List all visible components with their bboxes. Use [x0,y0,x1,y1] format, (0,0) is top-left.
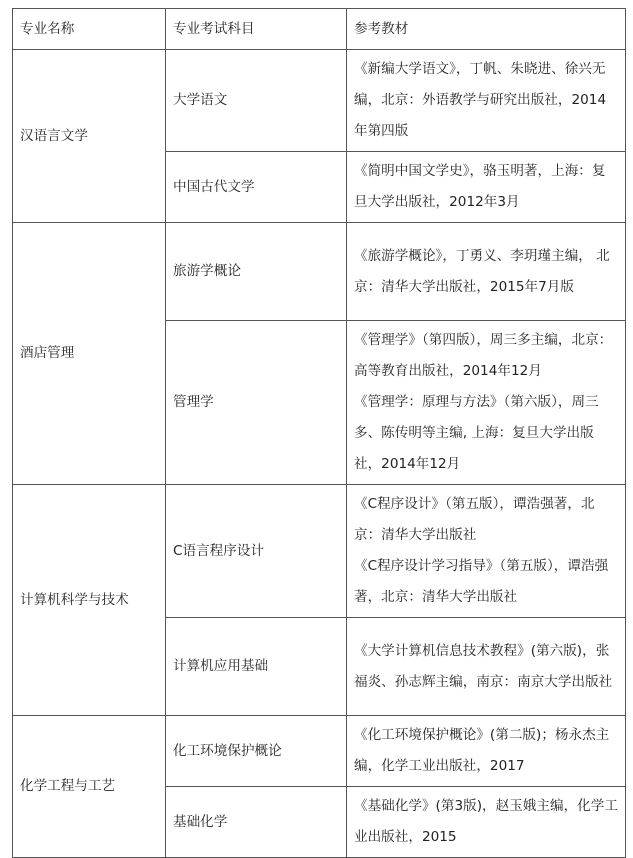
books-cell: 《基础化学》(第3版)，赵玉娥主编，化学工业出版社，2015 [347,787,626,858]
books-cell: 《旅游学概论》，丁勇义、李玥瑾主编， 北京：清华大学出版社，2015年7月版 [347,223,626,321]
table-row [13,485,626,618]
books-cell: 《新编大学语文》，丁帆、朱晓进、徐兴无编，北京：外语教学与研究出版社，2014年第四版 [347,50,626,152]
major-cell: 酒店管理 [13,223,166,485]
book-entry: 《C程序设计》（第五版），谭浩强著，北京：清华大学出版社 [354,496,595,543]
book-entry: 《C程序设计学习指导》（第五版），谭浩强著，北京：清华大学出版社 [354,558,609,605]
subject-cell: C语言程序设计 [166,485,347,618]
table-row [13,716,626,787]
books-cell: 《化工环境保护概论》(第二版)；杨永杰主编，化学工业出版社，2017 [347,716,626,787]
books-cell [347,321,626,485]
subject-cell: 化工环境保护概论 [166,716,347,787]
subject-cell: 大学语文 [166,50,347,152]
books-cell [347,485,626,618]
subject-cell: 计算机应用基础 [166,618,347,716]
subject-cell: 管理学 [166,321,347,485]
books-cell: 《大学计算机信息技术教程》(第六版)，张福炎、孙志辉主编，南京：南京大学出版社 [347,618,626,716]
table-row [13,50,626,152]
syllabus-table [12,8,626,858]
header-row [13,9,626,50]
table-row [13,223,626,321]
subject-cell: 基础化学 [166,787,347,858]
major-cell: 化学工程与工艺 [13,716,166,858]
books-cell: 《简明中国文学史》，骆玉明著，上海：复旦大学出版社，2012年3月 [347,152,626,223]
subject-cell: 旅游学概论 [166,223,347,321]
book-entry: 《管理学：原理与方法》（第六版），周三多、陈传明等主编, 上海：复旦大学出版社，2014年12月 [354,394,599,472]
header-major: 专业名称 [13,9,166,50]
book-entry: 《管理学》（第四版），周三多主编，北京：高等教育出版社，2014年12月 [354,332,613,379]
header-subject: 专业考试科目 [166,9,347,50]
header-books: 参考教材 [347,9,626,50]
major-cell: 计算机科学与技术 [13,485,166,716]
major-cell: 汉语言文学 [13,50,166,223]
subject-cell: 中国古代文学 [166,152,347,223]
